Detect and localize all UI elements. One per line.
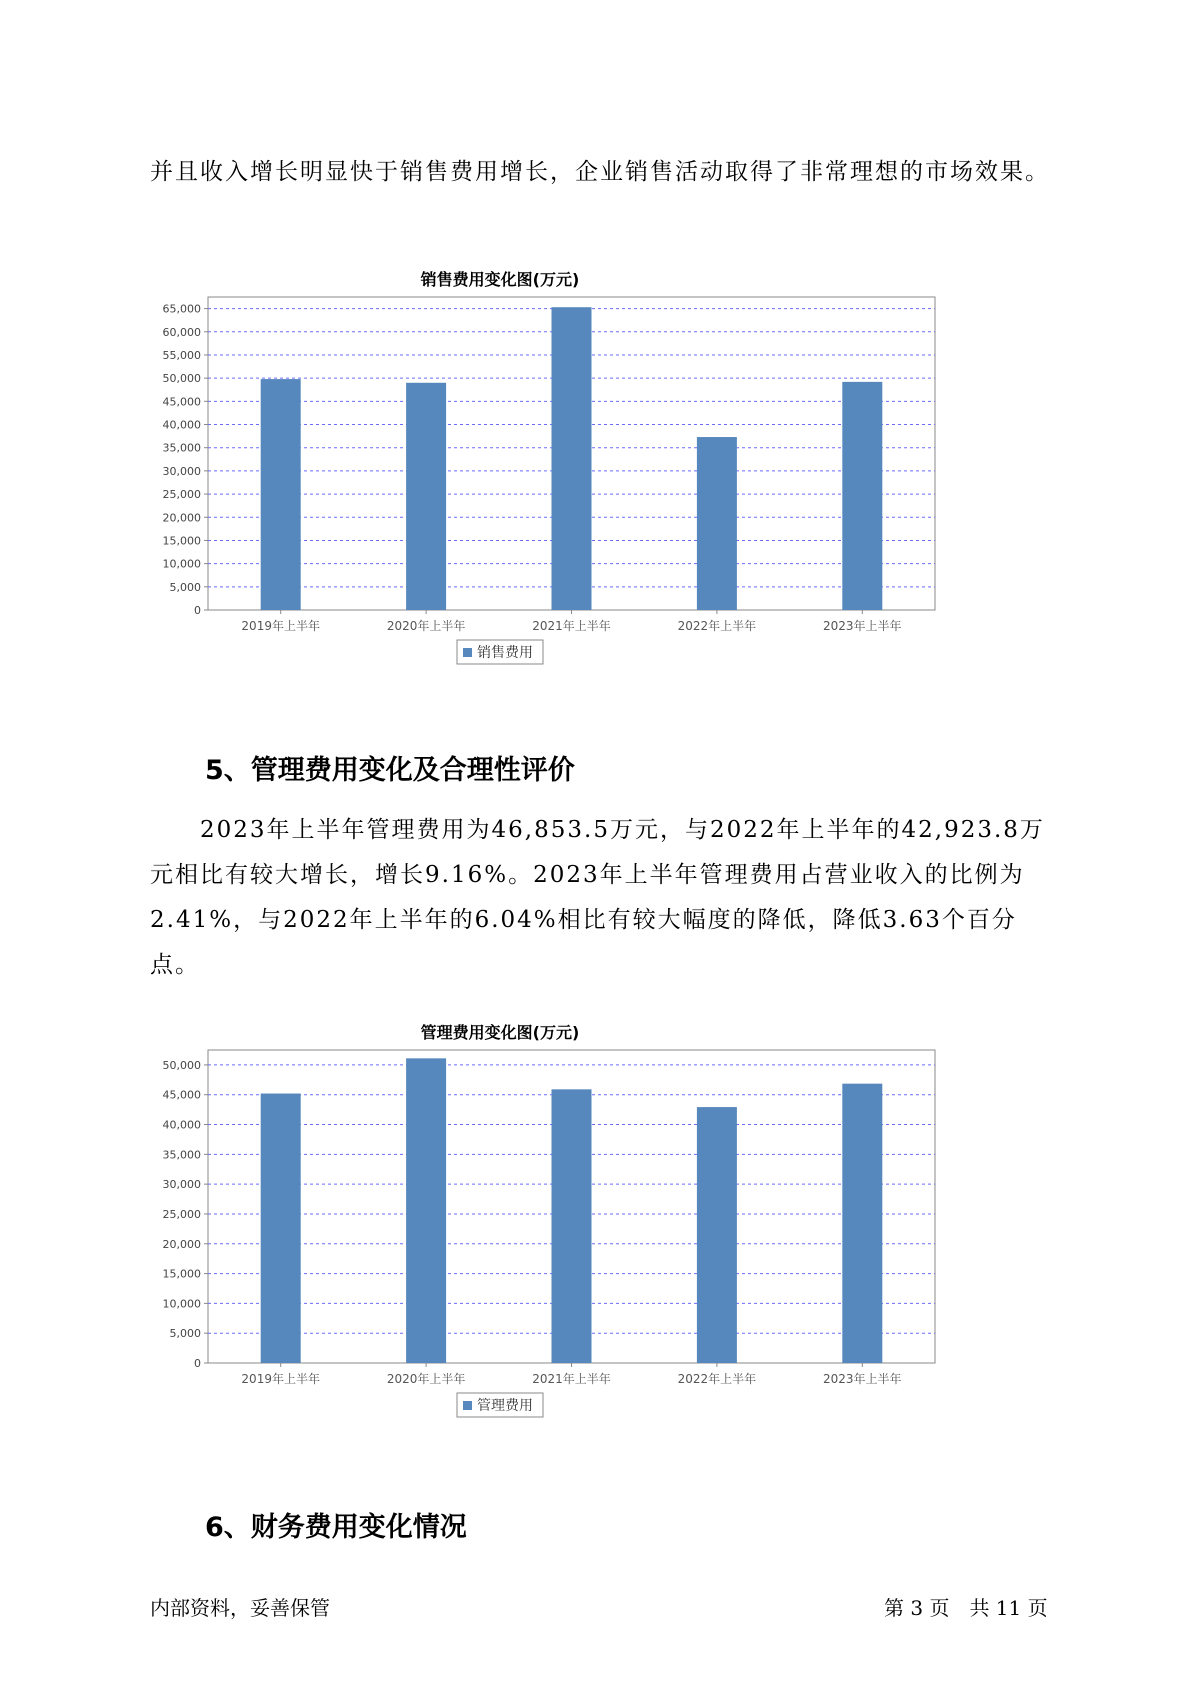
- x-tick-label: 2022年上半年: [677, 619, 757, 633]
- bar: [842, 1084, 882, 1363]
- admin-expense-chart: [150, 1018, 1050, 1478]
- section-5-heading: 5、管理费用变化及合理性评价: [205, 755, 575, 786]
- bar: [406, 1058, 446, 1363]
- x-tick-label: 2021年上半年: [532, 619, 611, 633]
- legend-swatch: [463, 1401, 472, 1410]
- y-tick-label: 35,000: [162, 1148, 201, 1162]
- y-tick-label: 50,000: [162, 372, 201, 386]
- y-tick-label: 30,000: [162, 1178, 201, 1192]
- y-tick-label: 0: [194, 604, 201, 617]
- y-tick-label: 60,000: [162, 325, 201, 339]
- bar: [552, 1089, 592, 1363]
- y-tick-label: 45,000: [162, 395, 201, 409]
- y-tick-label: 40,000: [162, 1118, 201, 1132]
- y-tick-label: 10,000: [162, 557, 201, 571]
- footer-page-number: 第 3 页 共 11 页: [884, 1596, 1048, 1620]
- y-tick-label: 35,000: [162, 441, 201, 455]
- bar: [697, 437, 737, 610]
- legend-label: 管理费用: [477, 1398, 533, 1414]
- legend: [457, 1393, 543, 1417]
- x-tick-label: 2020年上半年: [386, 619, 466, 633]
- y-tick-label: 15,000: [162, 534, 201, 548]
- chart-title: 销售费用变化图(万元): [420, 270, 580, 289]
- sales-expense-chart-svg: [150, 265, 1050, 725]
- y-tick-label: 10,000: [162, 1297, 201, 1311]
- y-tick-label: 5,000: [169, 1327, 201, 1341]
- y-tick-label: 65,000: [162, 302, 201, 316]
- x-tick-label: 2023年上半年: [823, 1372, 902, 1386]
- section-5-paragraph: 2023年上半年管理费用为46,853.5万元，与2022年上半年的42,923.8万元相比有较大增长，增长9.16%。2023年上半年管理费用占营业收入的比例为2.41%，与2022年上半年的6.04%相比有较大幅度的降低，降低3.63个百分点。: [150, 817, 1045, 978]
- x-tick-label: 2021年上半年: [532, 1372, 611, 1386]
- admin-expense-chart-svg: [150, 1018, 1050, 1478]
- bar: [406, 383, 446, 610]
- bar: [552, 307, 592, 610]
- x-tick-label: 2022年上半年: [677, 1372, 757, 1386]
- y-tick-label: 40,000: [162, 418, 201, 432]
- y-tick-label: 5,000: [169, 580, 201, 594]
- x-tick-label: 2019年上半年: [241, 619, 320, 633]
- x-tick-label: 2020年上半年: [386, 1372, 466, 1386]
- legend: [457, 640, 543, 664]
- bar: [261, 379, 301, 610]
- paragraph-top: 并且收入增长明显快于销售费用增长，企业销售活动取得了非常理想的市场效果。: [150, 159, 1050, 185]
- bar: [261, 1094, 301, 1363]
- y-tick-label: 0: [194, 1357, 201, 1370]
- y-tick-label: 25,000: [162, 1207, 201, 1221]
- y-tick-label: 45,000: [162, 1088, 201, 1102]
- legend-label: 销售费用: [477, 645, 533, 661]
- y-tick-label: 20,000: [162, 511, 201, 525]
- y-tick-label: 20,000: [162, 1237, 201, 1251]
- bar: [697, 1107, 737, 1363]
- section-6-heading: 6、财务费用变化情况: [205, 1512, 467, 1543]
- x-tick-label: 2019年上半年: [241, 1372, 320, 1386]
- sales-expense-chart: [150, 265, 1050, 725]
- y-tick-label: 30,000: [162, 464, 201, 478]
- bar: [842, 382, 882, 610]
- y-tick-label: 15,000: [162, 1267, 201, 1281]
- footer-confidential: 内部资料，妥善保管: [150, 1596, 330, 1620]
- y-tick-label: 50,000: [162, 1058, 201, 1072]
- chart-title: 管理费用变化图(万元): [420, 1023, 580, 1042]
- legend-swatch: [463, 648, 472, 657]
- y-tick-label: 25,000: [162, 488, 201, 502]
- x-tick-label: 2023年上半年: [823, 619, 902, 633]
- y-tick-label: 55,000: [162, 348, 201, 362]
